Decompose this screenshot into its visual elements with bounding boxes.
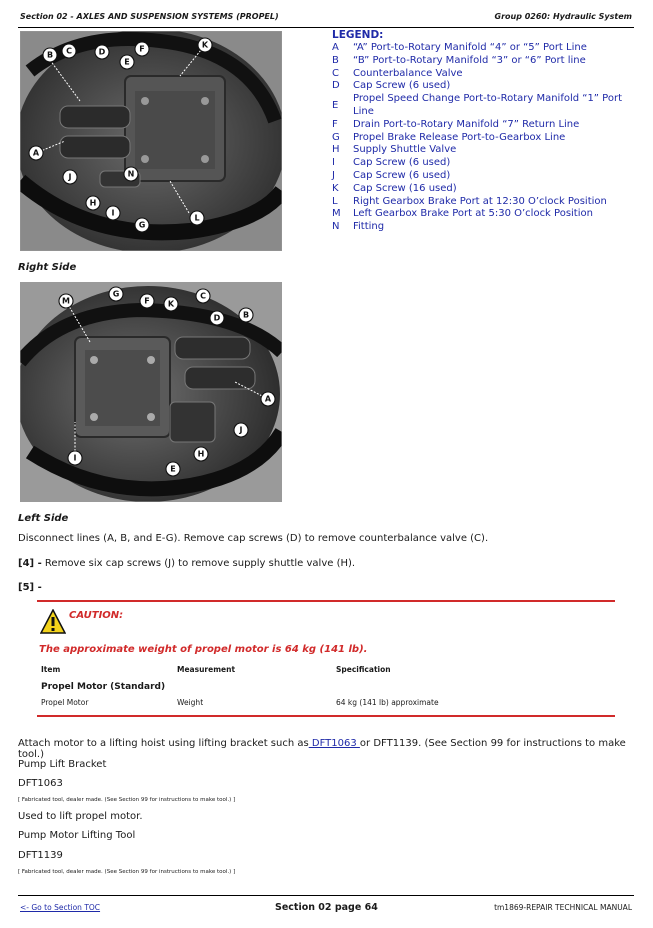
callout-a-label: A (264, 394, 272, 404)
legend-item (332, 144, 632, 157)
legend-text: Propel Brake Release Port-to-Gearbox Line (353, 131, 566, 143)
group-title: Group 0260: Hydraulic System (494, 12, 632, 21)
legend-text: Supply Shuttle Valve (353, 144, 457, 156)
legend-text: Right Gearbox Brake Port at 12:30 O’clock Position (353, 195, 607, 207)
callout-h-label: H (89, 198, 97, 208)
callout-i-label: I (111, 208, 115, 218)
tool1-id: DFT1063 (18, 778, 63, 789)
legend-key: F (332, 118, 338, 130)
legend-text: Fitting (353, 221, 385, 233)
legend-item (332, 221, 632, 234)
legend-key: C (332, 67, 339, 79)
callout-n-label: N (127, 169, 135, 179)
callout-h-label: H (197, 449, 205, 459)
callout-j-label: J (68, 172, 72, 182)
legend-key: D (332, 80, 340, 92)
page-header (18, 10, 634, 28)
callout-g-label: G (112, 289, 120, 299)
left-side-photo (20, 282, 282, 502)
callout-i-label: I (73, 453, 77, 463)
step-5 (18, 582, 42, 593)
tool2-note: [ Fabricated tool, dealer made. (See Section 99 for instructions to make tool.) ] (18, 869, 236, 875)
legend-key: N (332, 221, 340, 233)
tool2-name: Pump Motor Lifting Tool (18, 830, 136, 841)
spec-measurement: Weight (177, 698, 204, 707)
callout-f-label: F (144, 296, 150, 306)
legend-key: B (332, 54, 339, 66)
legend-item (332, 68, 632, 81)
step-4 (18, 558, 355, 569)
callout-k-label: K (167, 299, 175, 309)
legend-text: “A” Port-to-Rotary Manifold “4” or “5” Port Line (353, 42, 587, 53)
legend-item (332, 93, 632, 119)
legend-item (332, 55, 632, 68)
callout-f-label: F (139, 44, 145, 54)
spec-specification: 64 kg (141 lb) approximate (336, 698, 439, 707)
legend-title: LEGEND: (332, 29, 384, 41)
legend-text: Cap Screw (6 used) (353, 80, 451, 92)
warning-triangle-icon (40, 609, 66, 635)
right-side-caption: Right Side (18, 262, 77, 273)
callout-d-label: D (213, 313, 221, 323)
callout-e-label: E (124, 57, 130, 67)
attach-instruction (18, 738, 653, 760)
callout-c-label: C (200, 291, 206, 301)
legend-text: Counterbalance Valve (353, 67, 463, 79)
step-5-number: [5] - (18, 582, 42, 593)
legend-key: H (332, 144, 340, 156)
legend-text: Propel Speed Change Port-to-Rotary Manifold “1” Port Line (353, 93, 622, 117)
attach-text-before: Attach motor to a lifting hoist using lifting bracket such as (18, 738, 309, 749)
callout-j-label: J (239, 425, 243, 435)
left-side-caption: Left Side (18, 513, 69, 524)
callout-b-label: B (46, 50, 54, 60)
section-title: Section 02 - AXLES AND SUSPENSION SYSTEMS (PROPEL) (20, 12, 279, 21)
callout-b-label: B (242, 310, 250, 320)
legend-key: G (332, 131, 340, 143)
caution-label: CAUTION: (69, 610, 124, 621)
legend-item (332, 42, 632, 55)
legend-key: A (332, 42, 339, 53)
step-4-number: [4] - (18, 558, 42, 569)
legend-text: Cap Screw (6 used) (353, 157, 451, 169)
legend-item (332, 119, 632, 132)
dft1063-link[interactable]: DFT1063 (308, 738, 360, 749)
callout-k-label: K (201, 40, 209, 50)
attach-text-after: or DFT1139. (See Section 99 for instructions to make tool.) (18, 738, 626, 760)
spec-header-measurement: Measurement (177, 665, 236, 674)
legend (332, 29, 632, 234)
step-4-text: Remove six cap screws (J) to remove supply shuttle valve (H). (44, 558, 356, 569)
caution-text: The approximate weight of propel motor is 64 kg (141 lb). (39, 644, 368, 655)
legend-key: K (332, 182, 339, 194)
callout-c-label: C (66, 46, 72, 56)
legend-text: “B” Port-to-Rotary Manifold “3” or “6” Port line (353, 54, 586, 66)
spec-group-title: Propel Motor (Standard) (41, 682, 166, 692)
legend-item (332, 170, 632, 183)
page-number: Section 02 page 64 (275, 902, 378, 913)
right-side-photo (20, 31, 282, 251)
legend-item (332, 80, 632, 93)
tool2-id: DFT1139 (18, 850, 63, 861)
spec-item: Propel Motor (41, 698, 89, 707)
callout-m-label: M (62, 296, 70, 306)
legend-key: I (332, 157, 335, 169)
callout-d-label: D (98, 47, 106, 57)
tool1-note: [ Fabricated tool, dealer made. (See Section 99 for instructions to make tool.) ] (18, 797, 236, 803)
spec-header-item: Item (41, 665, 61, 674)
disconnect-instruction: Disconnect lines (A, B, and E-G). Remove cap screws (D) to remove counterbalance valve (C). (18, 533, 489, 544)
legend-key: J (332, 169, 335, 181)
section-toc-link[interactable]: <- Go to Section TOC (20, 903, 101, 912)
legend-key: L (332, 195, 338, 207)
tool1-name: Pump Lift Bracket (18, 759, 107, 770)
legend-item (332, 208, 632, 221)
legend-key: M (332, 208, 341, 220)
legend-text: Cap Screw (6 used) (353, 169, 451, 181)
page-footer (18, 895, 634, 919)
legend-item (332, 157, 632, 170)
legend-item (332, 132, 632, 145)
legend-text: Drain Port-to-Rotary Manifold “7” Return Line (353, 118, 580, 130)
callout-l-label: L (194, 213, 200, 223)
spec-header-specification: Specification (336, 665, 391, 674)
tool1-use: Used to lift propel motor. (18, 811, 143, 822)
callout-e-label: E (170, 464, 176, 474)
legend-text: Cap Screw (16 used) (353, 182, 457, 194)
legend-item (332, 196, 632, 209)
legend-key: E (332, 99, 339, 111)
legend-text: Left Gearbox Brake Port at 5:30 O’clock Position (353, 208, 593, 220)
legend-item (332, 183, 632, 196)
callout-a-label: A (32, 148, 40, 158)
caution-box (37, 600, 615, 717)
callout-g-label: G (138, 220, 146, 230)
manual-title: tm1869-REPAIR TECHNICAL MANUAL (494, 903, 632, 912)
